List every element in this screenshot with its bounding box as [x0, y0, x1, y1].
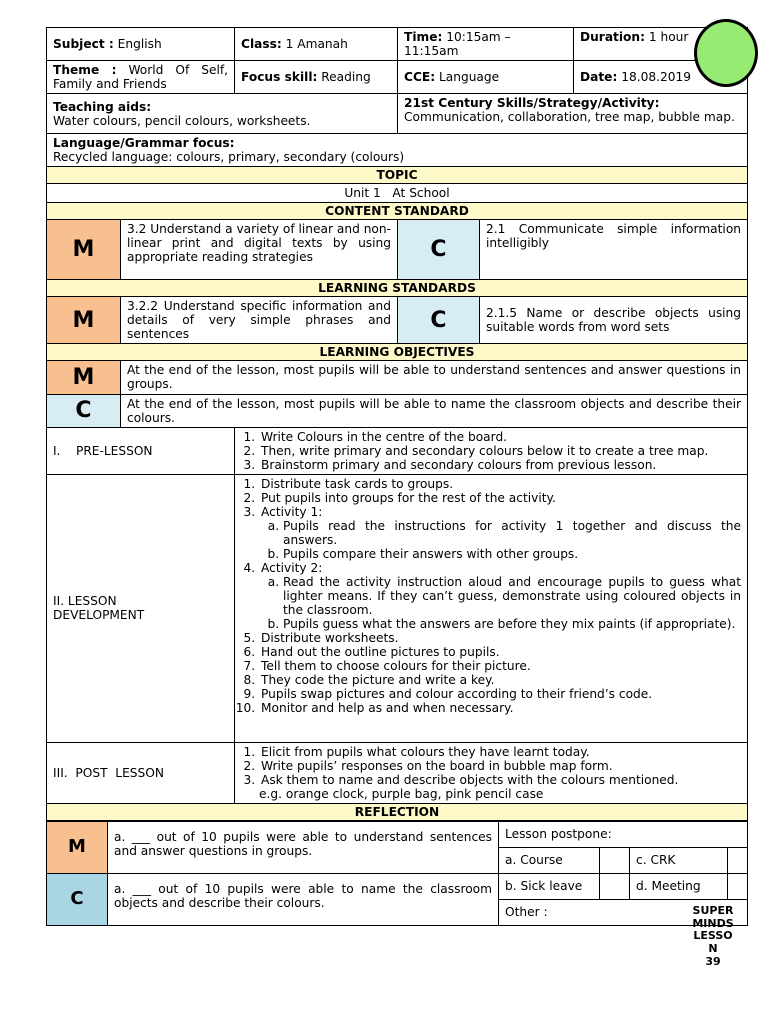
list-item: a. Read the activity instruction aloud and encourage pupils to guess what lighter means. If they can’t guess, demonstrate using coloured objects in the classroom. [283, 575, 741, 617]
teaching-aids-cell: Teaching aids: Water colours, pencil colours, worksheets. [47, 94, 398, 134]
objective-c-text: At the end of the lesson, most pupils will be able to name the classroom objects and describe their colours. [121, 394, 748, 427]
list-item: 8. They code the picture and write a key. [259, 673, 741, 687]
list-item: 5. Distribute worksheets. [259, 631, 741, 645]
content-c-text: 2.1 Communicate simple information intelligibly [480, 220, 748, 280]
list-item: 1. Write Colours in the centre of the board. [259, 430, 741, 444]
lesson-plan [46, 27, 747, 926]
century-skills-label: 21st Century Skills/Strategy/Activity: [404, 96, 660, 111]
reflection-table [46, 821, 748, 926]
reflection-heading: REFLECTION [47, 803, 748, 820]
list-item: a. Pupils read the instructions for activity 1 together and discuss the answers. [283, 519, 741, 547]
objective-c-badge: C [47, 394, 121, 427]
list-item: 4. Activity 2: a. Read the activity instruction aloud and encourage pupils to guess what lighter means. If they can’t guess, demonstrate using coloured objects in the classroom. b. Pupils guess what the answers are before they mix paints (if appropriate). [259, 561, 741, 631]
development-label: II. LESSON DEVELOPMENT [47, 474, 235, 742]
content-m-text: 3.2 Understand a variety of linear and non-linear print and digital texts by using appropriate reading strategies [121, 220, 398, 280]
list-item: 10. Monitor and help as and when necessary. [259, 701, 741, 715]
reflection-m-badge: M [47, 821, 108, 873]
focus-skill-cell: Focus skill: Reading [235, 61, 398, 94]
postpone-other: Other : [499, 899, 748, 925]
list-item: 7. Tell them to choose colours for their picture. [259, 659, 741, 673]
footer-lesson-number: SUPER MINDS LESSO N 39 [692, 904, 734, 968]
post-lesson-example: e.g. orange clock, purple bag, pink pencil case [259, 786, 544, 801]
list-item: 3. Ask them to name and describe objects with the colours mentioned. [259, 773, 741, 787]
learning-standards-heading: LEARNING STANDARDS [47, 280, 748, 297]
objectives-heading: LEARNING OBJECTIVES [47, 344, 748, 361]
development-steps [235, 474, 748, 742]
topic-heading: TOPIC [47, 167, 748, 184]
time-cell: Time: 10:15am – 11:15am [398, 28, 574, 61]
standard-c-badge: C [398, 297, 480, 344]
post-lesson-label: III. POST LESSON [47, 742, 235, 803]
postpone-course: a. Course [499, 847, 600, 873]
postpone-crk-checkbox[interactable] [728, 847, 748, 873]
postpone-course-checkbox[interactable] [600, 847, 630, 873]
list-item: 9. Pupils swap pictures and colour according to their friend’s code. [259, 687, 741, 701]
postpone-meeting-checkbox[interactable] [728, 873, 748, 899]
lesson-plan-table [46, 27, 748, 821]
objective-m-badge: M [47, 361, 121, 394]
postpone-sick-leave: b. Sick leave [499, 873, 600, 899]
content-m-badge: M [47, 220, 121, 280]
theme-cell: Theme : World Of Self, Family and Friends [47, 61, 235, 94]
postpone-meeting: d. Meeting [630, 873, 728, 899]
postpone-crk: c. CRK [630, 847, 728, 873]
topic-value: Unit 1 At School [47, 184, 748, 203]
lesson-postpone-label: Lesson postpone: [499, 821, 748, 847]
century-skills-cell: 21st Century Skills/Strategy/Activity: Communication, collaboration, tree map, bubble map. [398, 94, 748, 134]
grammar-focus-cell: Language/Grammar focus: Recycled language: colours, primary, secondary (colours) [47, 134, 748, 167]
list-item: 3. Activity 1: a. Pupils read the instructions for activity 1 together and discuss the answers. b. Pupils compare their answers with other groups. [259, 505, 741, 561]
duration-cell: Duration: 1 hour [574, 28, 748, 61]
standard-m-badge: M [47, 297, 121, 344]
reflection-c-badge: C [47, 873, 108, 925]
pre-lesson-steps [235, 427, 748, 474]
post-lesson-steps [235, 742, 748, 803]
list-item: b. Pupils guess what the answers are before they mix paints (if appropriate). [283, 617, 741, 631]
content-standard-heading: CONTENT STANDARD [47, 203, 748, 220]
standard-m-text: 3.2.2 Understand specific information and details of very simple phrases and sentences [121, 297, 398, 344]
list-item: b. Pupils compare their answers with other groups. [283, 547, 741, 561]
date-cell: Date: 18.08.2019 [574, 61, 748, 94]
list-item: 6. Hand out the outline pictures to pupils. [259, 645, 741, 659]
reflection-c-text: a. ___ out of 10 pupils were able to name the classroom objects and describe their colours. [108, 873, 499, 925]
postpone-sick-checkbox[interactable] [600, 873, 630, 899]
reflection-m-text: a. ___ out of 10 pupils were able to understand sentences and answer questions in groups. [108, 821, 499, 873]
list-item: 1. Distribute task cards to groups. [259, 477, 741, 491]
content-c-badge: C [398, 220, 480, 280]
cce-cell: CCE: Language [398, 61, 574, 94]
list-item: 2. Put pupils into groups for the rest of the activity. [259, 491, 741, 505]
list-item: 2. Then, write primary and secondary colours below it to create a tree map. [259, 444, 741, 458]
list-item: 1. Elicit from pupils what colours they have learnt today. [259, 745, 741, 759]
class-cell: Class: 1 Amanah [235, 28, 398, 61]
pre-lesson-label: I. PRE-LESSON [47, 427, 235, 474]
list-item: 2. Write pupils’ responses on the board in bubble map form. [259, 759, 741, 773]
objective-m-text: At the end of the lesson, most pupils will be able to understand sentences and answer questions in groups. [121, 361, 748, 394]
standard-c-text: 2.1.5 Name or describe objects using suitable words from word sets [480, 297, 748, 344]
subject-cell: Subject : English [47, 28, 235, 61]
list-item: 3. Brainstorm primary and secondary colours from previous lesson. [259, 458, 741, 472]
green-circle-badge [694, 19, 758, 87]
